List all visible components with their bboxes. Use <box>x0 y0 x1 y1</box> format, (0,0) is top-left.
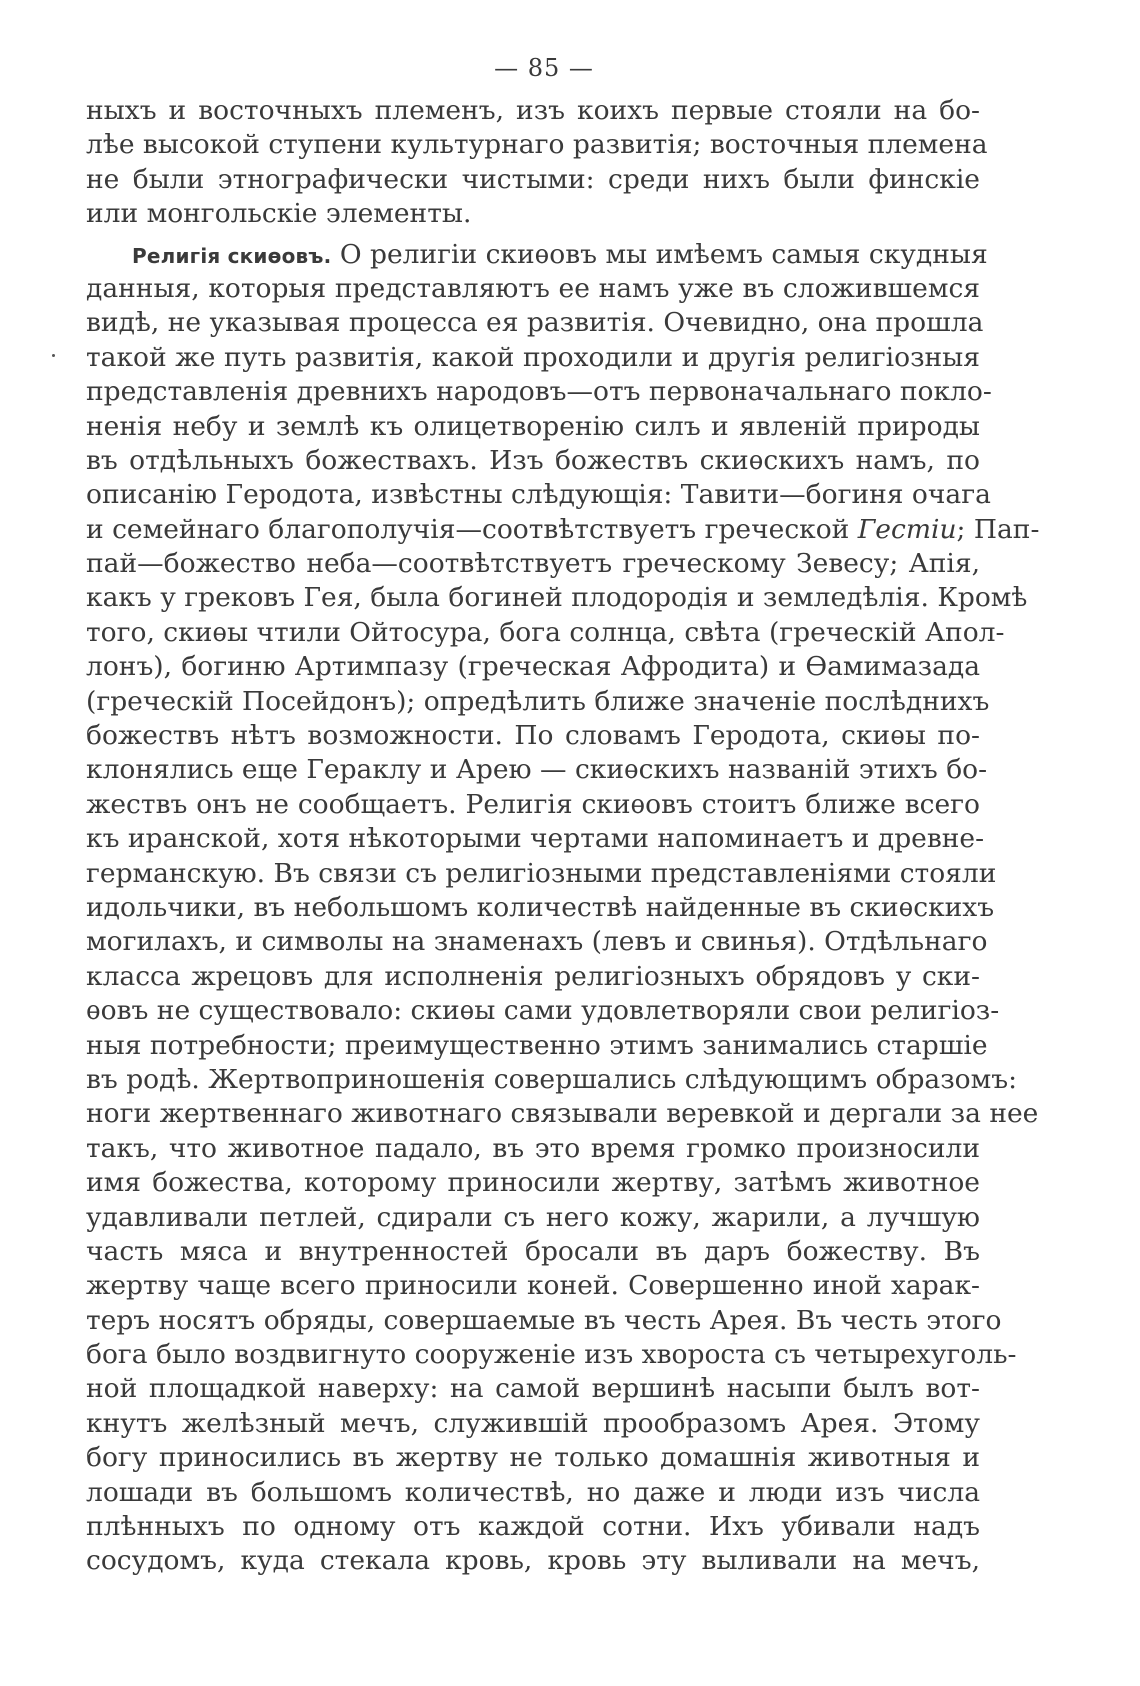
text-line: видѣ, не указывая процесса ея развитія. Очевидно, она прошла <box>86 307 984 339</box>
text-line: германскую. Въ связи съ религіозными представленіями стояли <box>86 857 997 889</box>
text-line: ѳовъ не существовало: скиѳы сами удовлетворяли свои религіоз- <box>86 995 1000 1027</box>
text-line: плѣнныхъ по одному отъ каждой сотни. Ихъ убивали надъ <box>86 1511 980 1543</box>
paragraph-religion <box>86 238 1040 1579</box>
text-line: лѣе высокой ступени культурнаго развитія; восточныя племена <box>86 129 988 161</box>
text-line: имя божества, которому приносили жертву, затѣмъ животное <box>86 1167 980 1199</box>
text-line <box>86 238 988 272</box>
text-line: не были этнографически чистыми: среди нихъ были финскіе <box>86 163 980 195</box>
text-line: какъ у грековъ Гея, была богиней плодородія и земледѣлія. Кромѣ <box>86 582 1028 614</box>
text-line: ненія небу и землѣ къ олицетворенію силъ и явленій природы <box>86 410 980 442</box>
text-line: такъ, что животное падало, въ это время громко произносили <box>86 1132 980 1164</box>
text-line: лонъ), богиню Артимпазу (греческая Афродита) и Ѳамимазада <box>86 651 980 683</box>
text-line: кнутъ желѣзный мечъ, служившій прообразомъ Арея. Этому <box>86 1407 980 1439</box>
text-line: данныя, которыя представляютъ ее намъ уже въ сложившемся <box>86 272 980 304</box>
text-line: (греческій Посейдонъ); опредѣлить ближе значеніе послѣднихъ <box>86 685 990 717</box>
text-segment: ; Пап- <box>956 513 1040 545</box>
text-line: удавливали петлей, сдирали съ него кожу, жарили, а лучшую <box>86 1201 980 1233</box>
text-line: такой же путь развитія, какой проходили и другія религіозныя <box>86 341 980 373</box>
text-line: богу приносились въ жертву не только домашнія животныя и <box>86 1442 980 1474</box>
text-line: теръ носятъ обряды, совершаемые въ честь Арея. Въ честь этого <box>86 1304 1002 1336</box>
book-page <box>86 54 1040 1579</box>
text-line: ныхъ и восточныхъ племенъ, изъ коихъ первые стояли на бо- <box>86 95 980 126</box>
text-line: представленія древнихъ народовъ—отъ первоначальнаго покло- <box>86 376 992 408</box>
text-line: пай—божество неба—соотвѣтствуетъ греческому Зевесу; Апія, <box>86 548 980 580</box>
text-line: ноги жертвеннаго животнаго связывали веревкой и дергали за нее <box>86 1098 1039 1130</box>
text-line: часть мяса и внутренностей бросали въ даръ божеству. Въ <box>86 1235 980 1267</box>
text-line: класса жрецовъ для исполненія религіозныхъ обрядовъ у ски- <box>86 960 980 992</box>
text-line: ныя потребности; преимущественно этимъ занимались старшіе <box>86 1029 988 1061</box>
margin-speck <box>52 354 55 357</box>
text-line: ной площадкой наверху: на самой вершинѣ насыпи былъ вот- <box>86 1373 980 1405</box>
text-line: жертву чаще всего приносили коней. Совершенно иной харак- <box>86 1270 980 1302</box>
text-line: лошади въ большомъ количествѣ, но даже и люди изъ числа <box>86 1476 980 1508</box>
text-line <box>86 513 1040 547</box>
italic-word: Гестіи <box>857 513 957 545</box>
text-line: идольчики, въ небольшомъ количествѣ найденные въ скиѳскихъ <box>86 891 995 923</box>
text-line: того, скиѳы чтили Ойтосура, бога солнца, свѣта (греческій Апол- <box>86 616 1005 648</box>
text-line: описанію Геродота, извѣстны слѣдующія: Тавити—богиня очага <box>86 479 991 511</box>
text-line: въ отдѣльныхъ божествахъ. Изъ божествъ скиѳскихъ намъ, по <box>86 444 980 476</box>
text-line: сосудомъ, куда стекала кровь, кровь эту выливали на мечъ, <box>86 1545 980 1577</box>
paragraph-tribes <box>86 94 988 232</box>
page-number: — 85 — <box>494 54 594 82</box>
section-heading: Религія скиѳовъ. <box>132 243 332 268</box>
heading-continuation: О религіи скиѳовъ мы имѣемъ самыя скудныя <box>339 238 988 270</box>
text-line: къ иранской, хотя нѣкоторыми чертами напоминаетъ и древне- <box>86 823 985 855</box>
text-line: бога было воздвигнуто сооруженіе изъ хвороста съ четырехуголь- <box>86 1339 1017 1371</box>
text-segment: и семейнаго благополучія—соотвѣтствуетъ греческой <box>86 513 858 545</box>
text-line: въ родѣ. Жертвоприношенія совершались слѣдующимъ образомъ: <box>86 1063 1018 1095</box>
text-line: жествъ онъ не сообщаетъ. Религія скиѳовъ стоитъ ближе всего <box>86 788 980 820</box>
text-line: могилахъ, и символы на знаменахъ (левъ и свинья). Отдѣльнаго <box>86 926 988 958</box>
text-line: или монгольскіе элементы. <box>86 198 472 230</box>
text-line: клонялись еще Гераклу и Арею — скиѳскихъ названій этихъ бо- <box>86 754 988 786</box>
text-line: божествъ нѣтъ возможности. По словамъ Геродота, скиѳы по- <box>86 720 980 752</box>
